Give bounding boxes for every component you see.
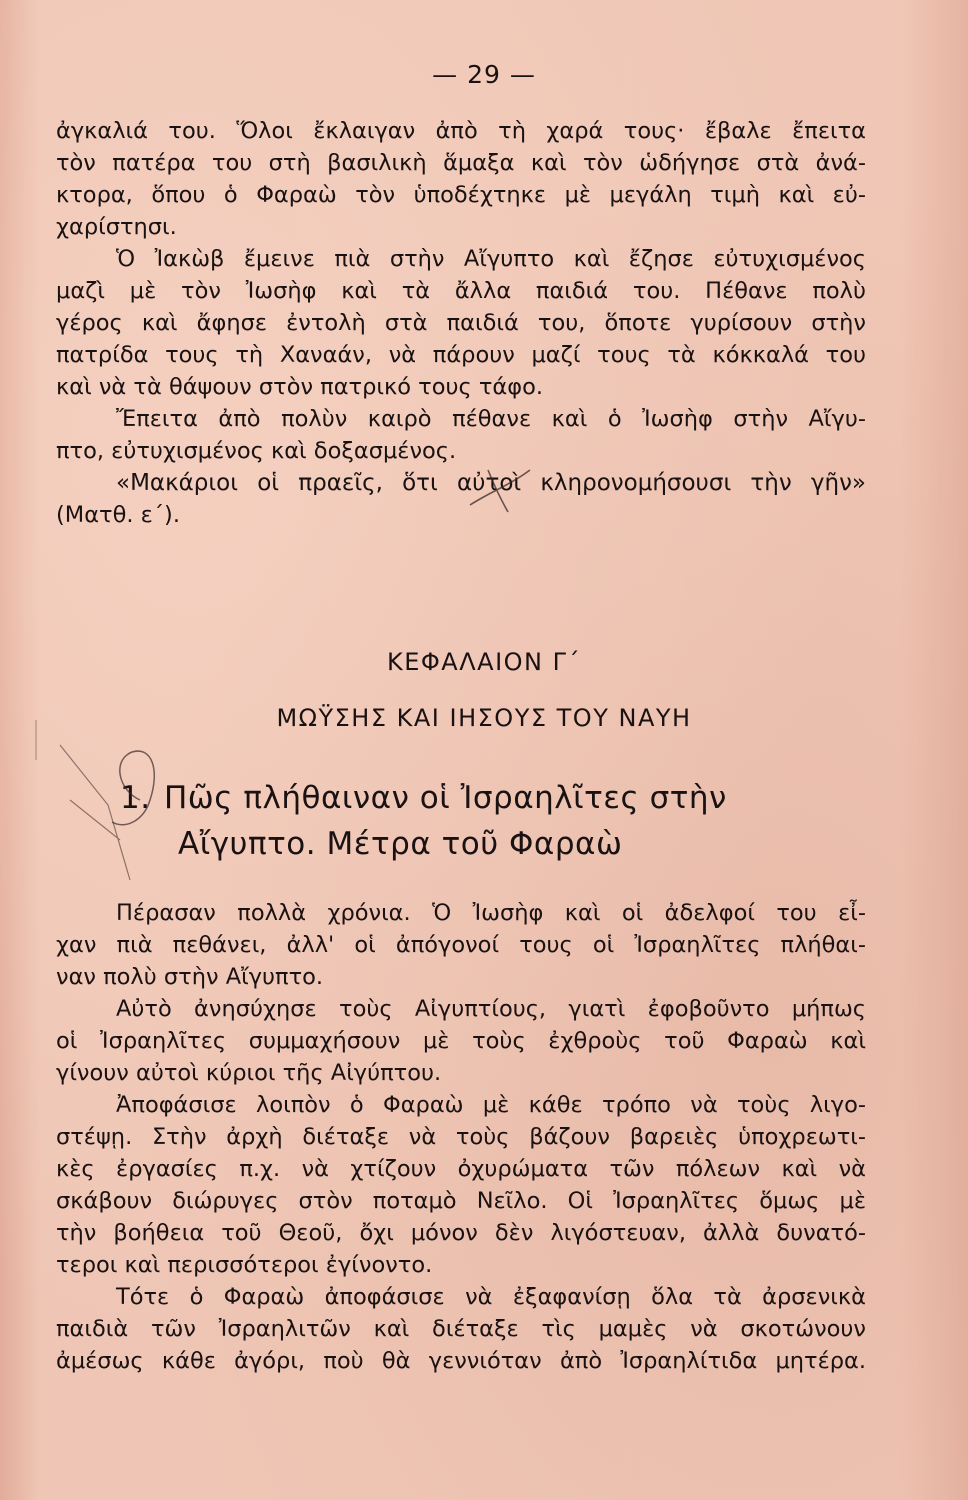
text-line: κὲς ἐργασίες π.χ. νὰ χτίζουν ὀχυρώματα τῶν πόλεων καὶ νὰ [56,1156,866,1182]
text-line: Ἀποφάσισε λοιπὸν ὁ Φαραὼ μὲ κάθε τρόπο νὰ τοὺς λιγο- [116,1092,866,1118]
scripture-quote: «Μακάριοι οἱ πραεῖς, ὅτι αὐτοὶ κληρονομήσουσι τὴν γῆν» [116,470,866,496]
section-heading-line2: Αἴγυπτο. Μέτρα τοῦ Φαραὼ [178,826,623,862]
text-line: στέψῃ. Στὴν ἀρχὴ διέταξε νὰ τοὺς βάζουν βαρειὲς ὑποχρεωτι- [56,1124,866,1150]
text-line: τεροι καὶ περισσότεροι ἐγίνοντο. [56,1252,433,1278]
text-line: Ὁ Ἰακὼβ ἔμεινε πιὰ στὴν Αἴγυπτο καὶ ἔζησε εὐτυχισμένος [116,246,866,272]
text-line: γέρος καὶ ἄφησε ἐντολὴ στὰ παιδιά του, ὅποτε γυρίσουν στὴν [56,310,866,336]
text-line: χαρίστησι. [56,214,177,240]
text-line: καὶ νὰ τὰ θάψουν στὸν πατρικό τους τάφο. [56,374,544,400]
text-block-bottom [56,897,866,1377]
text-line: ἀμέσως κάθε ἀγόρι, ποὺ θὰ γεννιόταν ἀπὸ Ἰσραηλίτιδα μητέρα. [56,1348,866,1374]
text-line: πατρίδα τους τὴ Χαναάν, νὰ πάρουν μαζί τους τὰ κόκκαλά του [56,342,866,368]
text-line: τὴν βοήθεια τοῦ Θεοῦ, ὄχι μόνον δὲν λιγόστευαν, ἀλλὰ δυνατό- [56,1220,866,1246]
text-line: οἱ Ἰσραηλῖτες συμμαχήσουν μὲ τοὺς ἐχθροὺς τοῦ Φαραὼ καὶ [56,1028,866,1054]
chapter-title: ΜΩΫΣΗΣ ΚΑΙ ΙΗΣΟΥΣ ΤΟΥ ΝΑΥΗ [276,704,692,732]
text-line: κτορα, ὅπου ὁ Φαραὼ τὸν ὑποδέχτηκε μὲ μεγάλη τιμὴ καὶ εὐ- [56,182,866,208]
section-number: 1. [120,780,151,816]
page-number: — 29 — [432,60,536,89]
text-line: ἀγκαλιά του. Ὅλοι ἔκλαιγαν ἀπὸ τὴ χαρά τους· ἔβαλε ἔπειτα [56,118,866,144]
text-line: Τότε ὁ Φαραὼ ἀποφάσισε νὰ ἐξαφανίσῃ ὅλα τὰ ἀρσενικὰ [116,1284,866,1310]
text-line: Πέρασαν πολλὰ χρόνια. Ὁ Ἰωσὴφ καὶ οἱ ἀδελφοί του εἶ- [116,900,866,926]
text-line: Ἔπειτα ἀπὸ πολὺν καιρὸ πέθανε καὶ ὁ Ἰωσὴφ στὴν Αἴγυ- [116,406,866,432]
scripture-reference: (Ματθ. ε΄). [56,502,180,528]
section-heading [120,775,840,867]
text-line: ναν πολὺ στὴν Αἴγυπτο. [56,964,324,990]
text-line: σκάβουν διώρυγες στὸν ποταμὸ Νεῖλο. Οἱ Ἰσραηλῖτες ὅμως μὲ [56,1188,866,1214]
text-line: γίνουν αὐτοὶ κύριοι τῆς Αἰγύπτου. [56,1060,442,1086]
text-line: μαζὶ μὲ τὸν Ἰωσὴφ καὶ τὰ ἄλλα παιδιά του. Πέθανε πολὺ [56,278,866,304]
text-line: χαν πιὰ πεθάνει, ἀλλ' οἱ ἀπόγονοί τους οἱ Ἰσραηλῖτες πλήθαι- [56,932,866,958]
text-line: Αὐτὸ ἀνησύχησε τοὺς Αἰγυπτίους, γιατὶ ἐφοβοῦντο μήπως [116,996,866,1022]
text-line: τὸν πατέρα του στὴ βασιλικὴ ἅμαξα καὶ τὸν ὡδήγησε στὰ ἀνά- [56,150,866,176]
text-line: πτο, εὐτυχισμένος καὶ δοξασμένος. [56,438,457,464]
text-line: παιδιὰ τῶν Ἰσραηλιτῶν καὶ διέταξε τὶς μαμὲς νὰ σκοτώνουν [56,1316,866,1342]
section-heading-line1: Πῶς πλήθαιναν οἱ Ἰσραηλῖτες στὴν [164,780,727,816]
text-block-top [56,115,866,531]
chapter-label: ΚΕΦΑΛΑΙΟΝ Γ΄ [387,648,581,676]
